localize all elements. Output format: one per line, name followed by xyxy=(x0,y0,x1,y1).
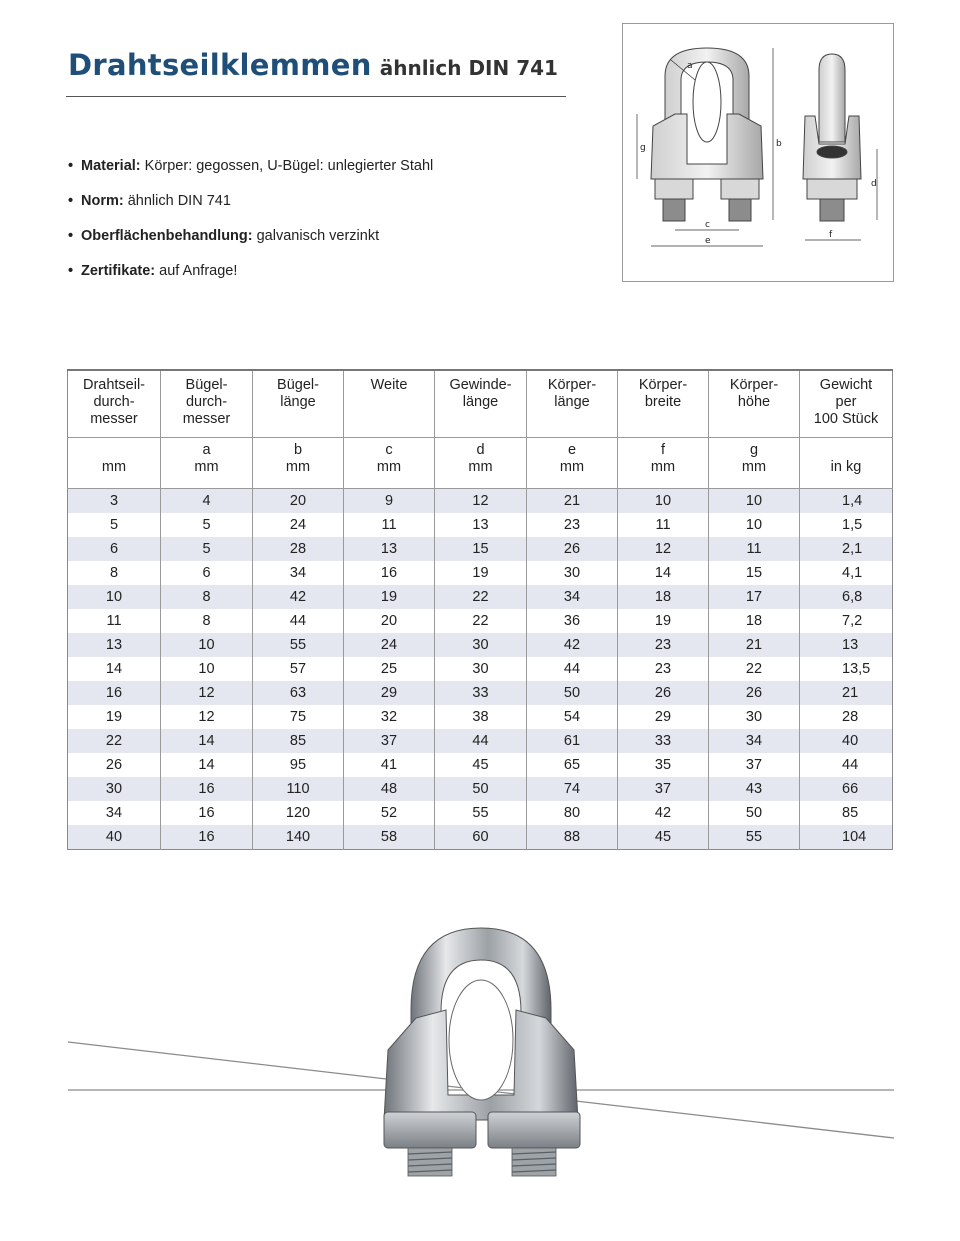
table-cell: 30 xyxy=(435,657,527,681)
table-cell: 42 xyxy=(253,585,344,609)
table-cell: 32 xyxy=(344,705,435,729)
table-cell: 13 xyxy=(344,537,435,561)
table-cell: 120 xyxy=(253,801,344,825)
table-cell: 30 xyxy=(435,633,527,657)
table-cell: 33 xyxy=(618,729,709,753)
table-cell: 26 xyxy=(618,681,709,705)
bullet-norm xyxy=(68,191,433,226)
table-cell: 34 xyxy=(253,561,344,585)
title-sub: ähnlich DIN 741 xyxy=(379,56,558,80)
table-cell: 11 xyxy=(344,513,435,537)
table-cell: 12 xyxy=(161,681,253,705)
table-cell: 5 xyxy=(161,513,253,537)
table-cell: 14 xyxy=(618,561,709,585)
table-cell: 28 xyxy=(800,705,893,729)
table-cell: 13,5 xyxy=(800,657,893,681)
table-cell: 36 xyxy=(527,609,618,633)
unit-label: mm xyxy=(559,459,585,475)
column-header xyxy=(527,370,618,438)
table-cell: 44 xyxy=(435,729,527,753)
nut-left xyxy=(384,1112,476,1148)
table-cell: 24 xyxy=(344,633,435,657)
column-header xyxy=(68,370,161,438)
table-cell: 22 xyxy=(435,609,527,633)
table-cell: 34 xyxy=(527,585,618,609)
table-cell: 17 xyxy=(709,585,800,609)
dim-label-c: c xyxy=(705,220,710,230)
dim-label-f: f xyxy=(829,230,833,240)
table-cell: 22 xyxy=(709,657,800,681)
table-cell: 33 xyxy=(435,681,527,705)
table-cell: 5 xyxy=(161,537,253,561)
column-header-line: messer xyxy=(182,411,231,427)
table-cell: 60 xyxy=(435,825,527,850)
table-cell: 6,8 xyxy=(800,585,893,609)
bullet-label: Oberflächenbehandlung: xyxy=(81,228,253,244)
table-cell: 16 xyxy=(344,561,435,585)
table-cell: 45 xyxy=(435,753,527,777)
table-cell: 52 xyxy=(344,801,435,825)
column-header-line: länge xyxy=(554,394,590,410)
dimension-symbol xyxy=(68,442,160,459)
table-row xyxy=(68,753,893,777)
table-row xyxy=(68,537,893,561)
table-cell: 21 xyxy=(527,489,618,514)
bullet-dot: • xyxy=(68,193,74,209)
column-header xyxy=(709,370,800,438)
dimension-symbol: c xyxy=(385,442,393,458)
dimension-table xyxy=(67,369,893,850)
dimension-symbol: b xyxy=(293,442,303,458)
table-cell: 23 xyxy=(618,633,709,657)
table-cell: 29 xyxy=(344,681,435,705)
column-header xyxy=(800,370,893,438)
column-header-line: messer xyxy=(90,411,138,427)
technical-drawing xyxy=(622,23,894,282)
table-cell: 8 xyxy=(68,561,161,585)
table-cell: 11 xyxy=(709,537,800,561)
table-cell: 10 xyxy=(709,489,800,514)
table-row xyxy=(68,705,893,729)
table-cell: 44 xyxy=(253,609,344,633)
column-unit-cell xyxy=(527,438,618,489)
dim-label-b: b xyxy=(776,139,782,149)
table-cell: 50 xyxy=(435,777,527,801)
table-cell: 74 xyxy=(527,777,618,801)
column-header-line: länge xyxy=(462,394,499,410)
table-cell: 16 xyxy=(161,801,253,825)
table-cell: 57 xyxy=(253,657,344,681)
unit-label: mm xyxy=(194,459,219,475)
table-cell: 9 xyxy=(344,489,435,514)
table-cell: 5 xyxy=(68,513,161,537)
table-cell: 40 xyxy=(68,825,161,850)
table-cell: 42 xyxy=(618,801,709,825)
table-cell: 63 xyxy=(253,681,344,705)
column-header xyxy=(161,370,253,438)
table-cell: 7,2 xyxy=(800,609,893,633)
column-header-line: breite xyxy=(644,394,682,410)
table-cell: 22 xyxy=(68,729,161,753)
table-cell: 21 xyxy=(709,633,800,657)
table-cell: 13 xyxy=(435,513,527,537)
table-cell: 2,1 xyxy=(800,537,893,561)
column-header-line: durch- xyxy=(185,394,228,410)
unit-label: mm xyxy=(101,459,127,475)
dim-label-e: e xyxy=(705,236,711,246)
table-cell: 19 xyxy=(618,609,709,633)
column-header-line: Drahtseil- xyxy=(82,377,146,393)
table-cell: 28 xyxy=(253,537,344,561)
table-cell: 42 xyxy=(527,633,618,657)
table-cell: 110 xyxy=(253,777,344,801)
spec-bullet-list xyxy=(68,156,433,296)
bullet-label: Zertifikate: xyxy=(81,263,156,279)
table-cell: 15 xyxy=(435,537,527,561)
table-cell: 16 xyxy=(68,681,161,705)
table-cell: 11 xyxy=(618,513,709,537)
column-unit-cell xyxy=(253,438,344,489)
column-header xyxy=(344,370,435,438)
table-cell: 6 xyxy=(68,537,161,561)
dim-label-d: d xyxy=(871,179,877,189)
table-cell: 43 xyxy=(709,777,800,801)
column-header xyxy=(618,370,709,438)
table-row xyxy=(68,585,893,609)
table-cell: 41 xyxy=(344,753,435,777)
title-main: Drahtseilklemmen xyxy=(68,48,372,82)
table-cell: 37 xyxy=(344,729,435,753)
table-cell: 1,5 xyxy=(800,513,893,537)
table-cell: 44 xyxy=(527,657,618,681)
unit-label: mm xyxy=(468,459,493,475)
column-header-line: Weite xyxy=(370,377,408,393)
table-cell: 61 xyxy=(527,729,618,753)
table-row xyxy=(68,609,893,633)
nut-right xyxy=(488,1112,580,1148)
product-photo xyxy=(66,920,896,1180)
table-cell: 20 xyxy=(344,609,435,633)
column-unit-cell xyxy=(435,438,527,489)
unit-label: mm xyxy=(285,459,311,475)
table-cell: 23 xyxy=(527,513,618,537)
table-cell: 35 xyxy=(618,753,709,777)
table-cell: 10 xyxy=(709,513,800,537)
bullet-certificates xyxy=(68,261,433,296)
unit-row xyxy=(68,438,893,489)
table-cell: 15 xyxy=(709,561,800,585)
table-row xyxy=(68,801,893,825)
dimension-symbol: e xyxy=(567,442,577,458)
table-cell: 14 xyxy=(161,729,253,753)
unit-label: mm xyxy=(650,459,676,475)
table-cell: 18 xyxy=(618,585,709,609)
bullet-dot: • xyxy=(68,228,74,244)
table-cell: 16 xyxy=(161,777,253,801)
table-body xyxy=(68,489,893,850)
table-cell: 4,1 xyxy=(800,561,893,585)
table-cell: 10 xyxy=(618,489,709,514)
table-cell: 14 xyxy=(68,657,161,681)
table-cell: 12 xyxy=(435,489,527,514)
table-cell: 37 xyxy=(618,777,709,801)
dimension-symbol: d xyxy=(476,442,485,458)
table-cell: 13 xyxy=(800,633,893,657)
dim-label-g: g xyxy=(640,143,646,153)
table-cell: 55 xyxy=(253,633,344,657)
column-header-line: Körper- xyxy=(729,377,779,393)
table-cell: 23 xyxy=(618,657,709,681)
column-unit-cell xyxy=(618,438,709,489)
column-unit-cell xyxy=(800,438,893,489)
table-row xyxy=(68,825,893,850)
column-header-line: Körper- xyxy=(638,377,688,393)
table-cell: 26 xyxy=(709,681,800,705)
column-header xyxy=(435,370,527,438)
table-cell: 104 xyxy=(800,825,893,850)
column-header-line: Bügel- xyxy=(185,377,228,393)
table-row xyxy=(68,513,893,537)
table-cell: 37 xyxy=(709,753,800,777)
table-cell: 6 xyxy=(161,561,253,585)
dimension-symbol: f xyxy=(660,442,666,458)
table-cell: 26 xyxy=(68,753,161,777)
column-unit-cell xyxy=(344,438,435,489)
table-cell: 40 xyxy=(800,729,893,753)
table-cell: 20 xyxy=(253,489,344,514)
table-cell: 24 xyxy=(253,513,344,537)
clamp-dimension-drawing xyxy=(623,24,893,281)
table-cell: 21 xyxy=(800,681,893,705)
table-cell: 10 xyxy=(68,585,161,609)
table-cell: 54 xyxy=(527,705,618,729)
table-cell: 8 xyxy=(161,585,253,609)
bullet-text: ähnlich DIN 741 xyxy=(123,193,231,209)
bullet-label: Norm: xyxy=(81,193,124,209)
table-cell: 10 xyxy=(161,657,253,681)
table-row xyxy=(68,561,893,585)
column-header xyxy=(253,370,344,438)
table-cell: 44 xyxy=(800,753,893,777)
front-view xyxy=(651,48,763,221)
table-cell: 140 xyxy=(253,825,344,850)
bullet-surface xyxy=(68,226,433,261)
bullet-text: galvanisch verzinkt xyxy=(252,228,380,244)
table-cell: 29 xyxy=(618,705,709,729)
table-cell: 22 xyxy=(435,585,527,609)
bullet-material xyxy=(68,156,433,191)
side-view xyxy=(803,54,861,221)
table-row xyxy=(68,489,893,514)
dimension-symbol: g xyxy=(749,442,759,458)
table-cell: 19 xyxy=(68,705,161,729)
table-row xyxy=(68,681,893,705)
column-header-line: Körper- xyxy=(547,377,597,393)
unit-label: mm xyxy=(376,459,402,475)
table-row xyxy=(68,657,893,681)
column-header-line: länge xyxy=(280,394,316,410)
column-header-line: Gewicht xyxy=(819,377,873,393)
column-header-line: per xyxy=(835,394,857,410)
table-cell: 55 xyxy=(435,801,527,825)
column-unit-cell xyxy=(161,438,253,489)
table-row xyxy=(68,777,893,801)
column-header-line: Gewinde- xyxy=(449,377,512,393)
table-cell: 50 xyxy=(527,681,618,705)
dim-label-a: a xyxy=(687,61,693,71)
table-cell: 34 xyxy=(68,801,161,825)
column-header-line: höhe xyxy=(737,394,771,410)
bullet-dot: • xyxy=(68,158,74,174)
dimension-symbol: a xyxy=(202,442,211,458)
table-cell: 55 xyxy=(709,825,800,850)
table-cell: 80 xyxy=(527,801,618,825)
table-cell: 19 xyxy=(344,585,435,609)
table-row xyxy=(68,633,893,657)
column-unit-cell xyxy=(709,438,800,489)
table-cell: 65 xyxy=(527,753,618,777)
table-cell: 95 xyxy=(253,753,344,777)
table-cell: 30 xyxy=(709,705,800,729)
table-cell: 45 xyxy=(618,825,709,850)
dimension-symbol xyxy=(800,442,892,459)
column-header-line: durch- xyxy=(93,394,135,410)
table-cell: 26 xyxy=(527,537,618,561)
table-cell: 13 xyxy=(68,633,161,657)
title-divider xyxy=(66,96,566,97)
table-cell: 11 xyxy=(68,609,161,633)
table-cell: 10 xyxy=(161,633,253,657)
table-cell: 12 xyxy=(618,537,709,561)
table-cell: 12 xyxy=(161,705,253,729)
column-unit-cell xyxy=(68,438,161,489)
table-cell: 19 xyxy=(435,561,527,585)
unit-label: mm xyxy=(741,459,767,475)
bullet-text: auf Anfrage! xyxy=(155,263,238,279)
table-cell: 75 xyxy=(253,705,344,729)
header-row xyxy=(68,370,893,438)
table-cell: 34 xyxy=(709,729,800,753)
table-cell: 30 xyxy=(68,777,161,801)
wire-rope-clip-image xyxy=(66,920,896,1180)
table-cell: 4 xyxy=(161,489,253,514)
table-row xyxy=(68,729,893,753)
table-cell: 16 xyxy=(161,825,253,850)
column-header-line: Bügel- xyxy=(277,377,319,393)
table-cell: 48 xyxy=(344,777,435,801)
column-header-line: 100 Stück xyxy=(813,411,879,427)
table-cell: 30 xyxy=(527,561,618,585)
table-cell: 85 xyxy=(253,729,344,753)
table-cell: 25 xyxy=(344,657,435,681)
table-cell: 50 xyxy=(709,801,800,825)
bullet-label: Material: xyxy=(81,158,141,174)
table-cell: 18 xyxy=(709,609,800,633)
page-title xyxy=(68,48,558,82)
bullet-dot: • xyxy=(68,263,74,279)
table-cell: 8 xyxy=(161,609,253,633)
unit-label: in kg xyxy=(830,459,862,475)
table-cell: 58 xyxy=(344,825,435,850)
table-cell: 14 xyxy=(161,753,253,777)
table-cell: 88 xyxy=(527,825,618,850)
table-cell: 85 xyxy=(800,801,893,825)
table-cell: 1,4 xyxy=(800,489,893,514)
table-cell: 38 xyxy=(435,705,527,729)
table-cell: 3 xyxy=(68,489,161,514)
bullet-text: Körper: gegossen, U-Bügel: unlegierter Stahl xyxy=(140,158,434,174)
table-cell: 66 xyxy=(800,777,893,801)
